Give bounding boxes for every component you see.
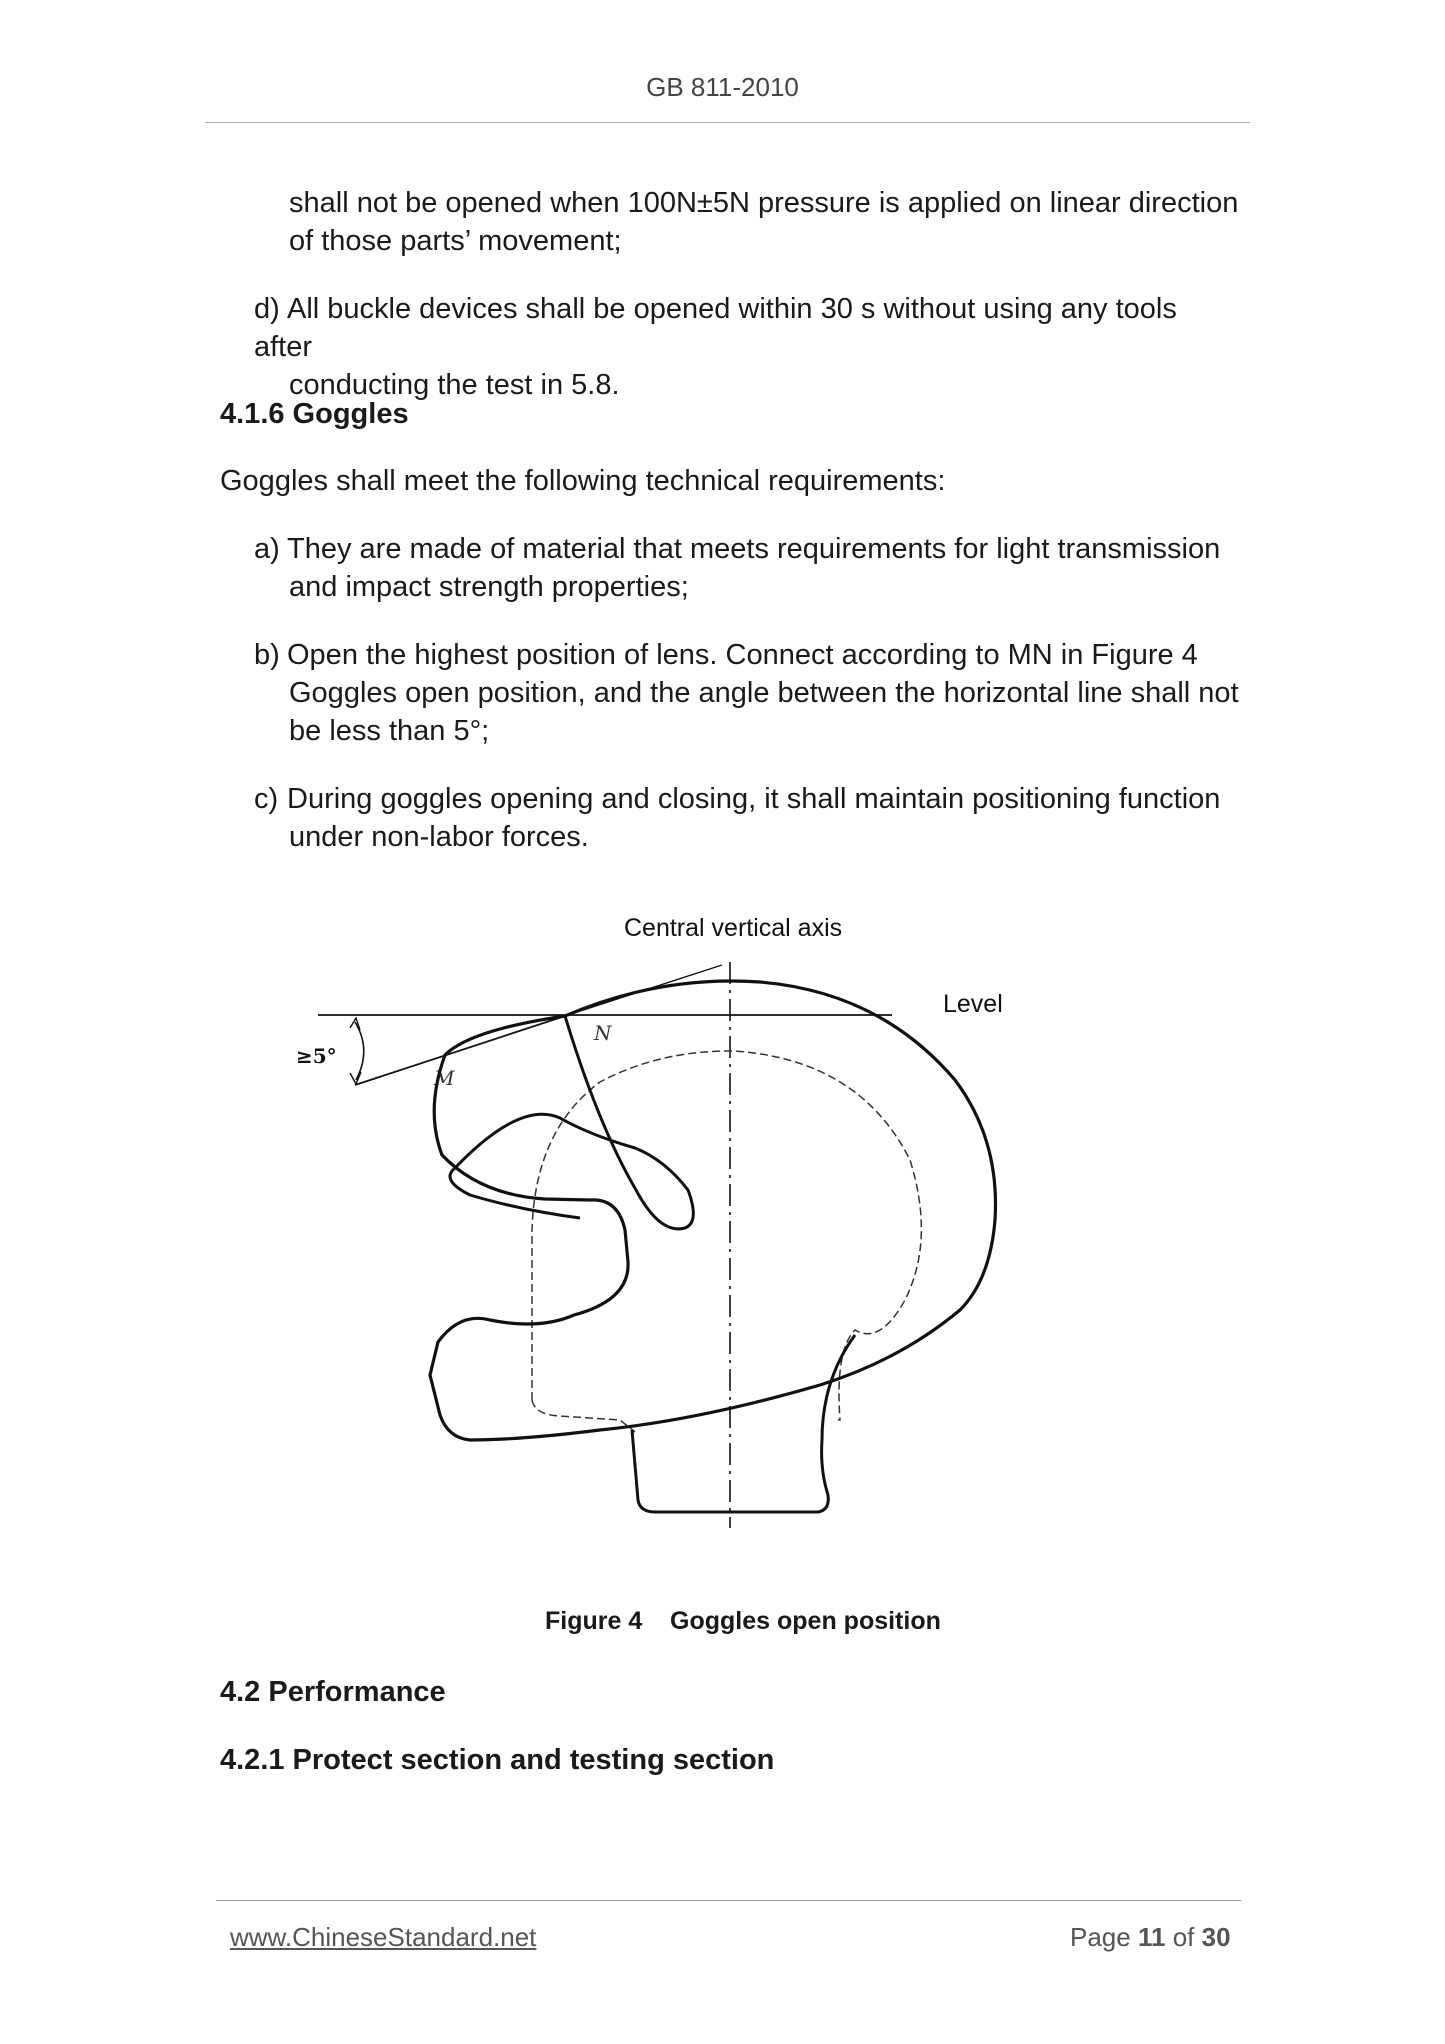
intro-paragraph: Goggles shall meet the following technical requirements: [220,465,946,497]
item-a-line-1: They are made of material that meets requirements for light transmission [287,533,1221,565]
item-a-line-2: and impact strength properties; [289,571,689,603]
list-item-c [254,780,1241,856]
head-outline [532,1051,921,1432]
item-b-label: b) [254,639,280,671]
section-heading-4-2-1: 4.2.1 Protect section and testing section [220,1744,775,1776]
list-item-d [254,290,1241,404]
section-heading-4-1-6: 4.1.6 Goggles [220,398,409,430]
item-b-line-3: be less than 5°; [289,715,490,747]
figure-caption [545,1607,941,1636]
item-d-line-1: All buckle devices shall be opened within 30 s without using any tools after [254,293,1177,363]
continuation-line-2: of those parts’ movement; [289,225,622,257]
list-item-b [254,636,1241,750]
footer-divider [216,1900,1241,1901]
item-d-line-2: conducting the test in 5.8. [289,369,620,401]
item-b-line-1: Open the highest position of lens. Connect according to MN in Figure 4 [287,639,1198,671]
document-code: GB 811-2010 [646,72,799,102]
item-b-line-2: Goggles open position, and the angle between the horizontal line shall not [289,677,1239,709]
mn-line [355,1016,565,1085]
page-current: 11 [1137,1922,1166,1952]
goggle-visor [450,1016,693,1229]
continuation-text [289,184,1238,260]
neck-outline [632,1335,855,1512]
section-heading-4-2: 4.2 Performance [220,1676,446,1708]
helmet-shell [430,981,996,1440]
website-link[interactable]: www.ChineseStandard.net [230,1922,537,1952]
header-divider [205,122,1250,123]
item-d-label: d) [254,293,280,325]
figure-number: Figure 4 [545,1607,643,1635]
figure-title: Goggles open position [670,1607,941,1635]
point-m-label: M [434,1066,455,1090]
list-item-a [254,530,1241,606]
level-label: Level [943,990,1003,1018]
angle-arc [355,1022,364,1080]
page-indicator [1070,1922,1231,1953]
page-of: of [1172,1922,1195,1952]
page-word: Page [1070,1922,1131,1952]
item-c-line-1: During goggles opening and closing, it shall maintain positioning function [287,783,1221,815]
angle-label: ≥5° [296,1044,337,1068]
point-n-label: N [594,1021,612,1045]
item-a-label: a) [254,533,280,565]
goggles-figure [290,950,1030,1550]
item-c-label: c) [254,783,279,815]
central-axis-label: Central vertical axis [624,914,843,942]
page-total: 30 [1201,1922,1231,1952]
item-c-line-2: under non-labor forces. [289,821,589,853]
continuation-line-1: shall not be opened when 100N±5N pressure is applied on linear direction [289,187,1239,219]
